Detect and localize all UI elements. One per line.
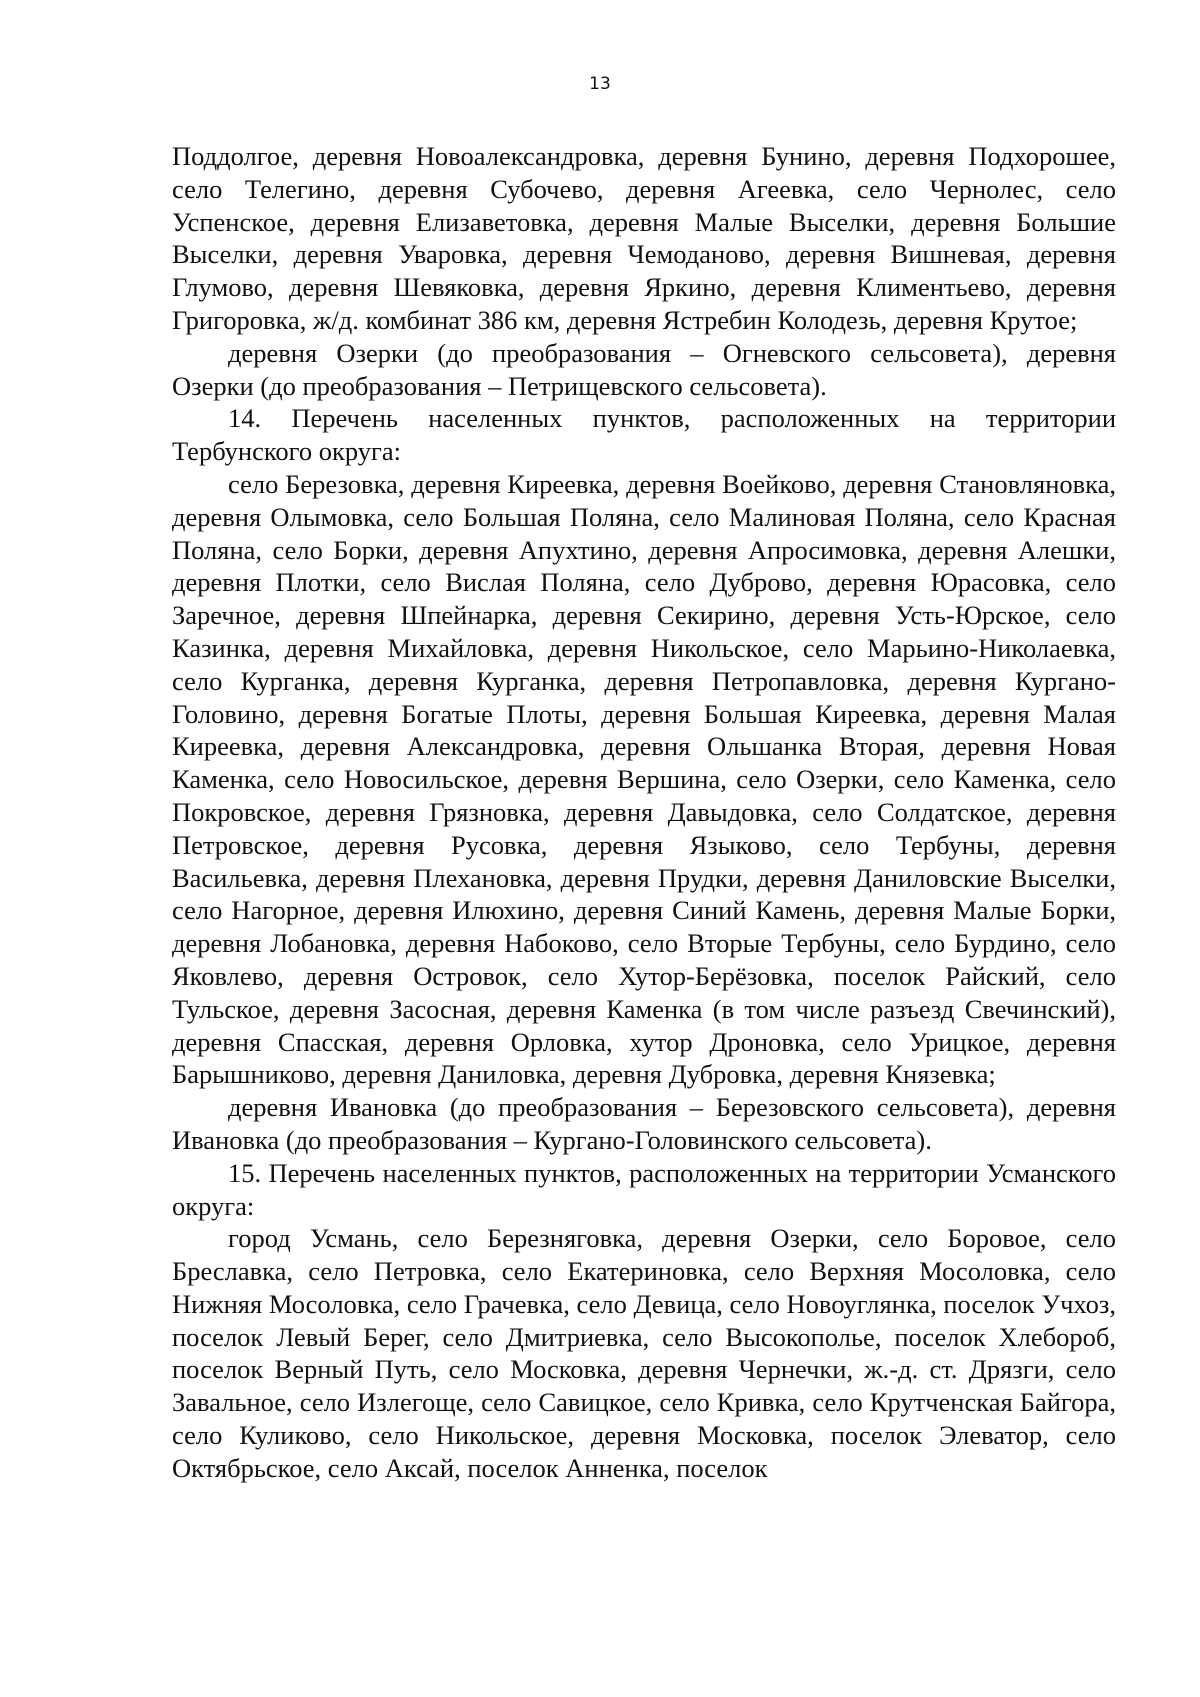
paragraph-terbuny-list: село Березовка, деревня Киреевка, деревня Воейково, деревня Становляновка, деревня Олымовка, село Большая Поляна, село Малиновая Поляна, село Красная Поляна, село Борки, деревня Апухтино, деревня Апросимовка, деревня Алешки, деревня Плотки, село Вислая Поляна, село Дуброво, деревня Юрасовка, село Заречное, деревня Шпейнарка, деревня Секирино, деревня Усть-Юрское, село Казинка, деревня Михайловка, деревня Никольское, село Марьино-Николаевка, село Курганка, деревня Курганка, деревня Петропавловка, деревня Кургано-Головино, деревня Богатые Плоты, деревня Большая Киреевка, деревня Малая Киреевка, деревня Александровка, деревня Ольшанка Вторая, деревня Новая Каменка, село Новосильское, деревня Вершина, село Озерки, село Каменка, село Покровское, деревня Грязновка, деревня Давыдовка, село Солдатское, деревня Петровское, деревня Русовка, деревня Языково, село Тербуны, деревня Васильевка, деревня Плехановка, деревня Прудки, деревня Даниловские Выселки, село Нагорное, деревня Илюхино, деревня Синий Камень, деревня Малые Борки, деревня Лобановка, деревня Набоково, село Вторые Тербуны, село Бурдино, село Яковлево, деревня Островок, село Хутор-Берёзовка, поселок Райский, село Тульское, деревня Засосная, деревня Каменка (в том числе разъезд Свечинский), деревня Спасская, деревня Орловка, хутор Дроновка, село Урицкое, деревня Барышниково, деревня Даниловка, деревня Дубровка, деревня Князевка; (172, 468, 1116, 1090)
section-heading-15: 15. Перечень населенных пунктов, расположенных на территории Усманского округа: (172, 1157, 1116, 1221)
page-number: 13 (589, 74, 611, 94)
paragraph-continuation: Поддолгое, деревня Новоалександровка, деревня Бунино, деревня Подхорошее, село Телегино, деревня Субочево, деревня Агеевка, село Чернолес, село Успенское, деревня Елизаветовка, деревня Малые Выселки, деревня Большие Выселки, деревня Уваровка, деревня Чемоданово, деревня Вишневая, деревня Глумово, деревня Шевяковка, деревня Яркино, деревня Климентьево, деревня Григоровка, ж/д. комбинат 386 км, деревня Ястребин Колодезь, деревня Крутое; (172, 141, 1116, 335)
paragraph-ivanovka-note: деревня Ивановка (до преобразования – Березовского сельсовета), деревня Ивановка (до преобразования – Кургано-Головинского сельсовета). (172, 1092, 1116, 1155)
section-heading-14: 14. Перечень населенных пунктов, расположенных на территории Тербунского округа: (172, 403, 1116, 467)
document-body (172, 140, 1116, 1485)
paragraph-ozerki-note: деревня Озерки (до преобразования – Огневского сельсовета), деревня Озерки (до преобразования – Петрищевского сельсовета). (172, 337, 1116, 401)
paragraph-usman-list: город Усмань, село Березняговка, деревня Озерки, село Боровое, село Бреславка, село Петровка, село Екатериновка, село Верхняя Мосоловка, село Нижняя Мосоловка, село Грачевка, село Девица, село Новоуглянка, поселок Учхоз, поселок Левый Берег, село Дмитриевка, село Высокополье, поселок Хлебороб, поселок Верный Путь, село Московка, деревня Чернечки, ж.-д. ст. Дрязги, село Завальное, село Излегоще, село Савицкое, село Кривка, село Крутченская Байгора, село Куликово, село Никольское, деревня Московка, поселок Элеватор, село Октябрьское, село Аксай, поселок Анненка, поселок (172, 1223, 1116, 1483)
